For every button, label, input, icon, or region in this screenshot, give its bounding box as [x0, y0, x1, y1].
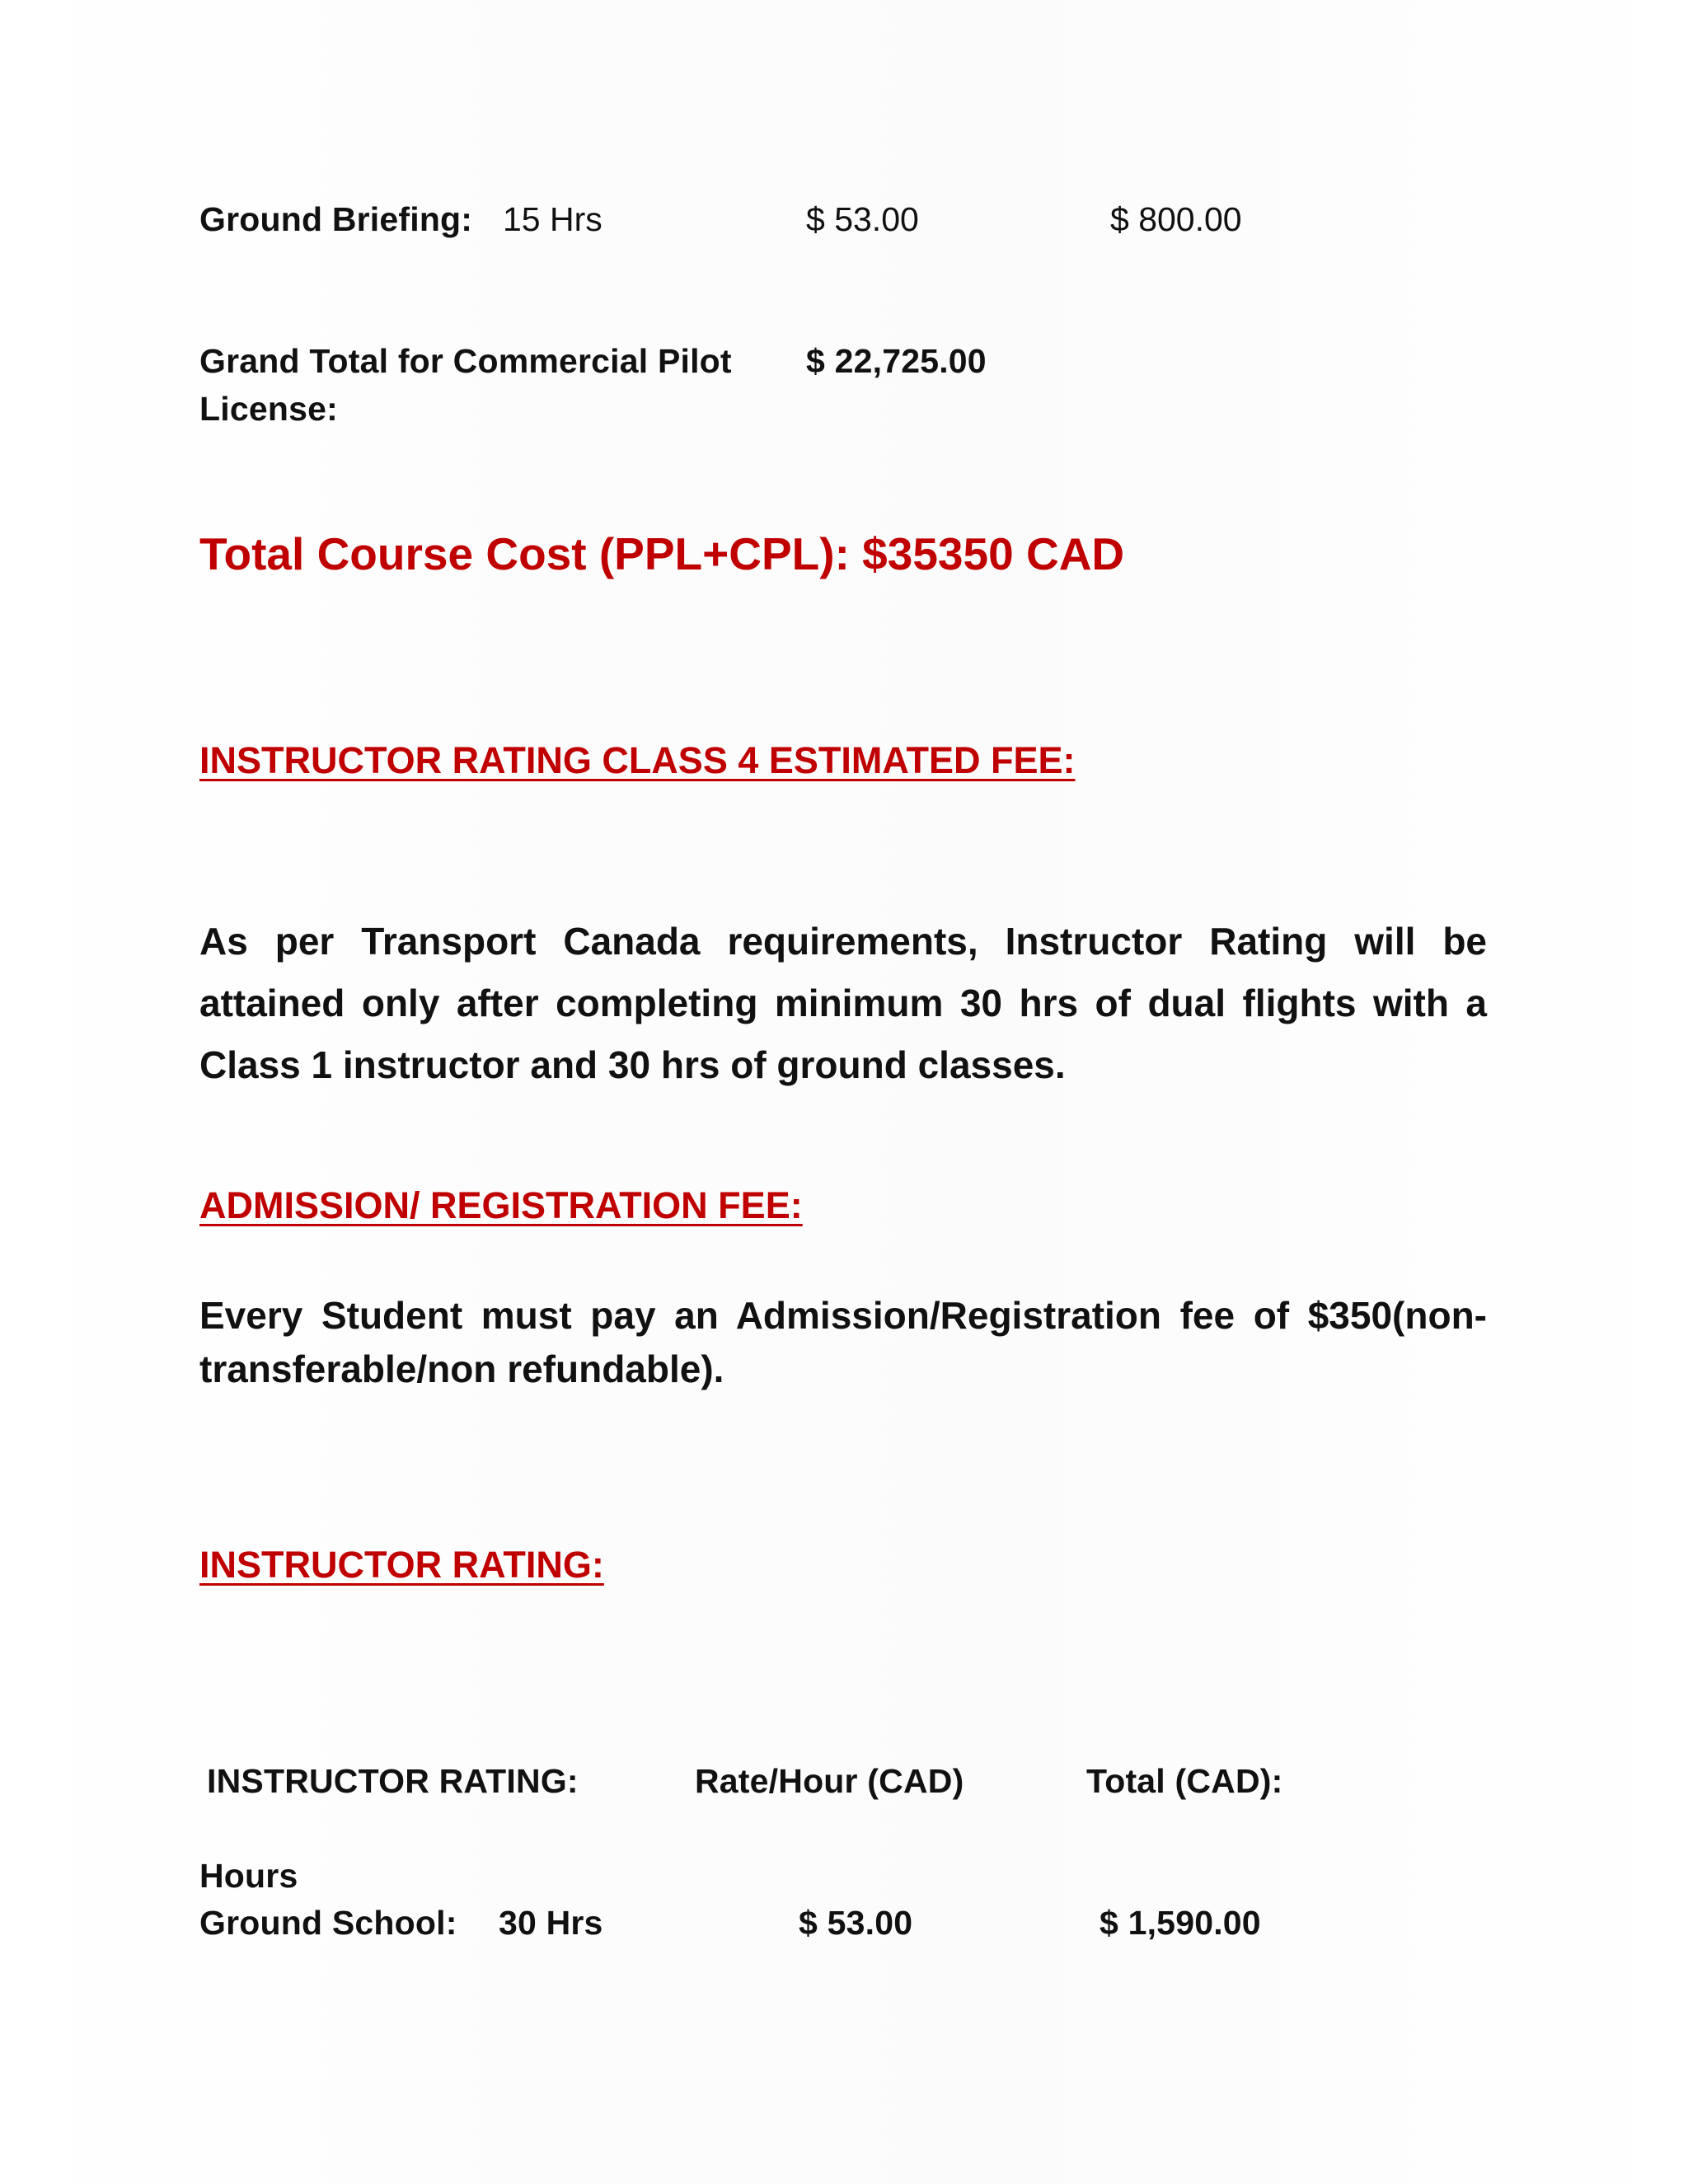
instructor-rating-heading: INSTRUCTOR RATING:: [199, 1544, 604, 1586]
ground-briefing-hours: 15 Hrs: [503, 200, 603, 238]
ground-briefing-rate: $ 53.00: [806, 200, 919, 238]
ground-school-hours: 30 Hrs: [499, 1904, 603, 1942]
admission-paragraph: Every Student must pay an Admission/Registration fee of $350(non-transferable/non refundable).: [199, 1294, 1487, 1390]
ground-school-label: Ground School:: [199, 1904, 457, 1942]
ground-school-rate: $ 53.00: [799, 1904, 913, 1942]
ground-briefing-label: Ground Briefing:: [199, 200, 473, 238]
admission-heading: ADMISSION/ REGISTRATION FEE:: [199, 1184, 803, 1226]
total-course-cost: Total Course Cost (PPL+CPL): $35350 CAD: [199, 528, 1125, 579]
grand-total-label-line1: Grand Total for Commercial Pilot: [199, 342, 732, 380]
instructor-rating-paragraph: As per Transport Canada requirements, Instructor Rating will be attained only after completing minimum 30 hrs of dual flights with a Class 1 instructor and 30 hrs of ground classes.: [199, 920, 1487, 1086]
table-header-instructor-rating: INSTRUCTOR RATING:: [207, 1762, 579, 1800]
ground-briefing-total: $ 800.00: [1110, 200, 1242, 238]
hours-label: Hours: [199, 1857, 298, 1895]
table-header-total: Total (CAD):: [1086, 1762, 1283, 1800]
grand-total-label-line2: License:: [199, 390, 338, 428]
instructor-rating-fee-heading: INSTRUCTOR RATING CLASS 4 ESTIMATED FEE:: [199, 739, 1076, 781]
table-header-rate: Rate/Hour (CAD): [695, 1762, 964, 1800]
grand-total-value: $ 22,725.00: [806, 342, 987, 380]
ground-school-total: $ 1,590.00: [1100, 1904, 1261, 1942]
